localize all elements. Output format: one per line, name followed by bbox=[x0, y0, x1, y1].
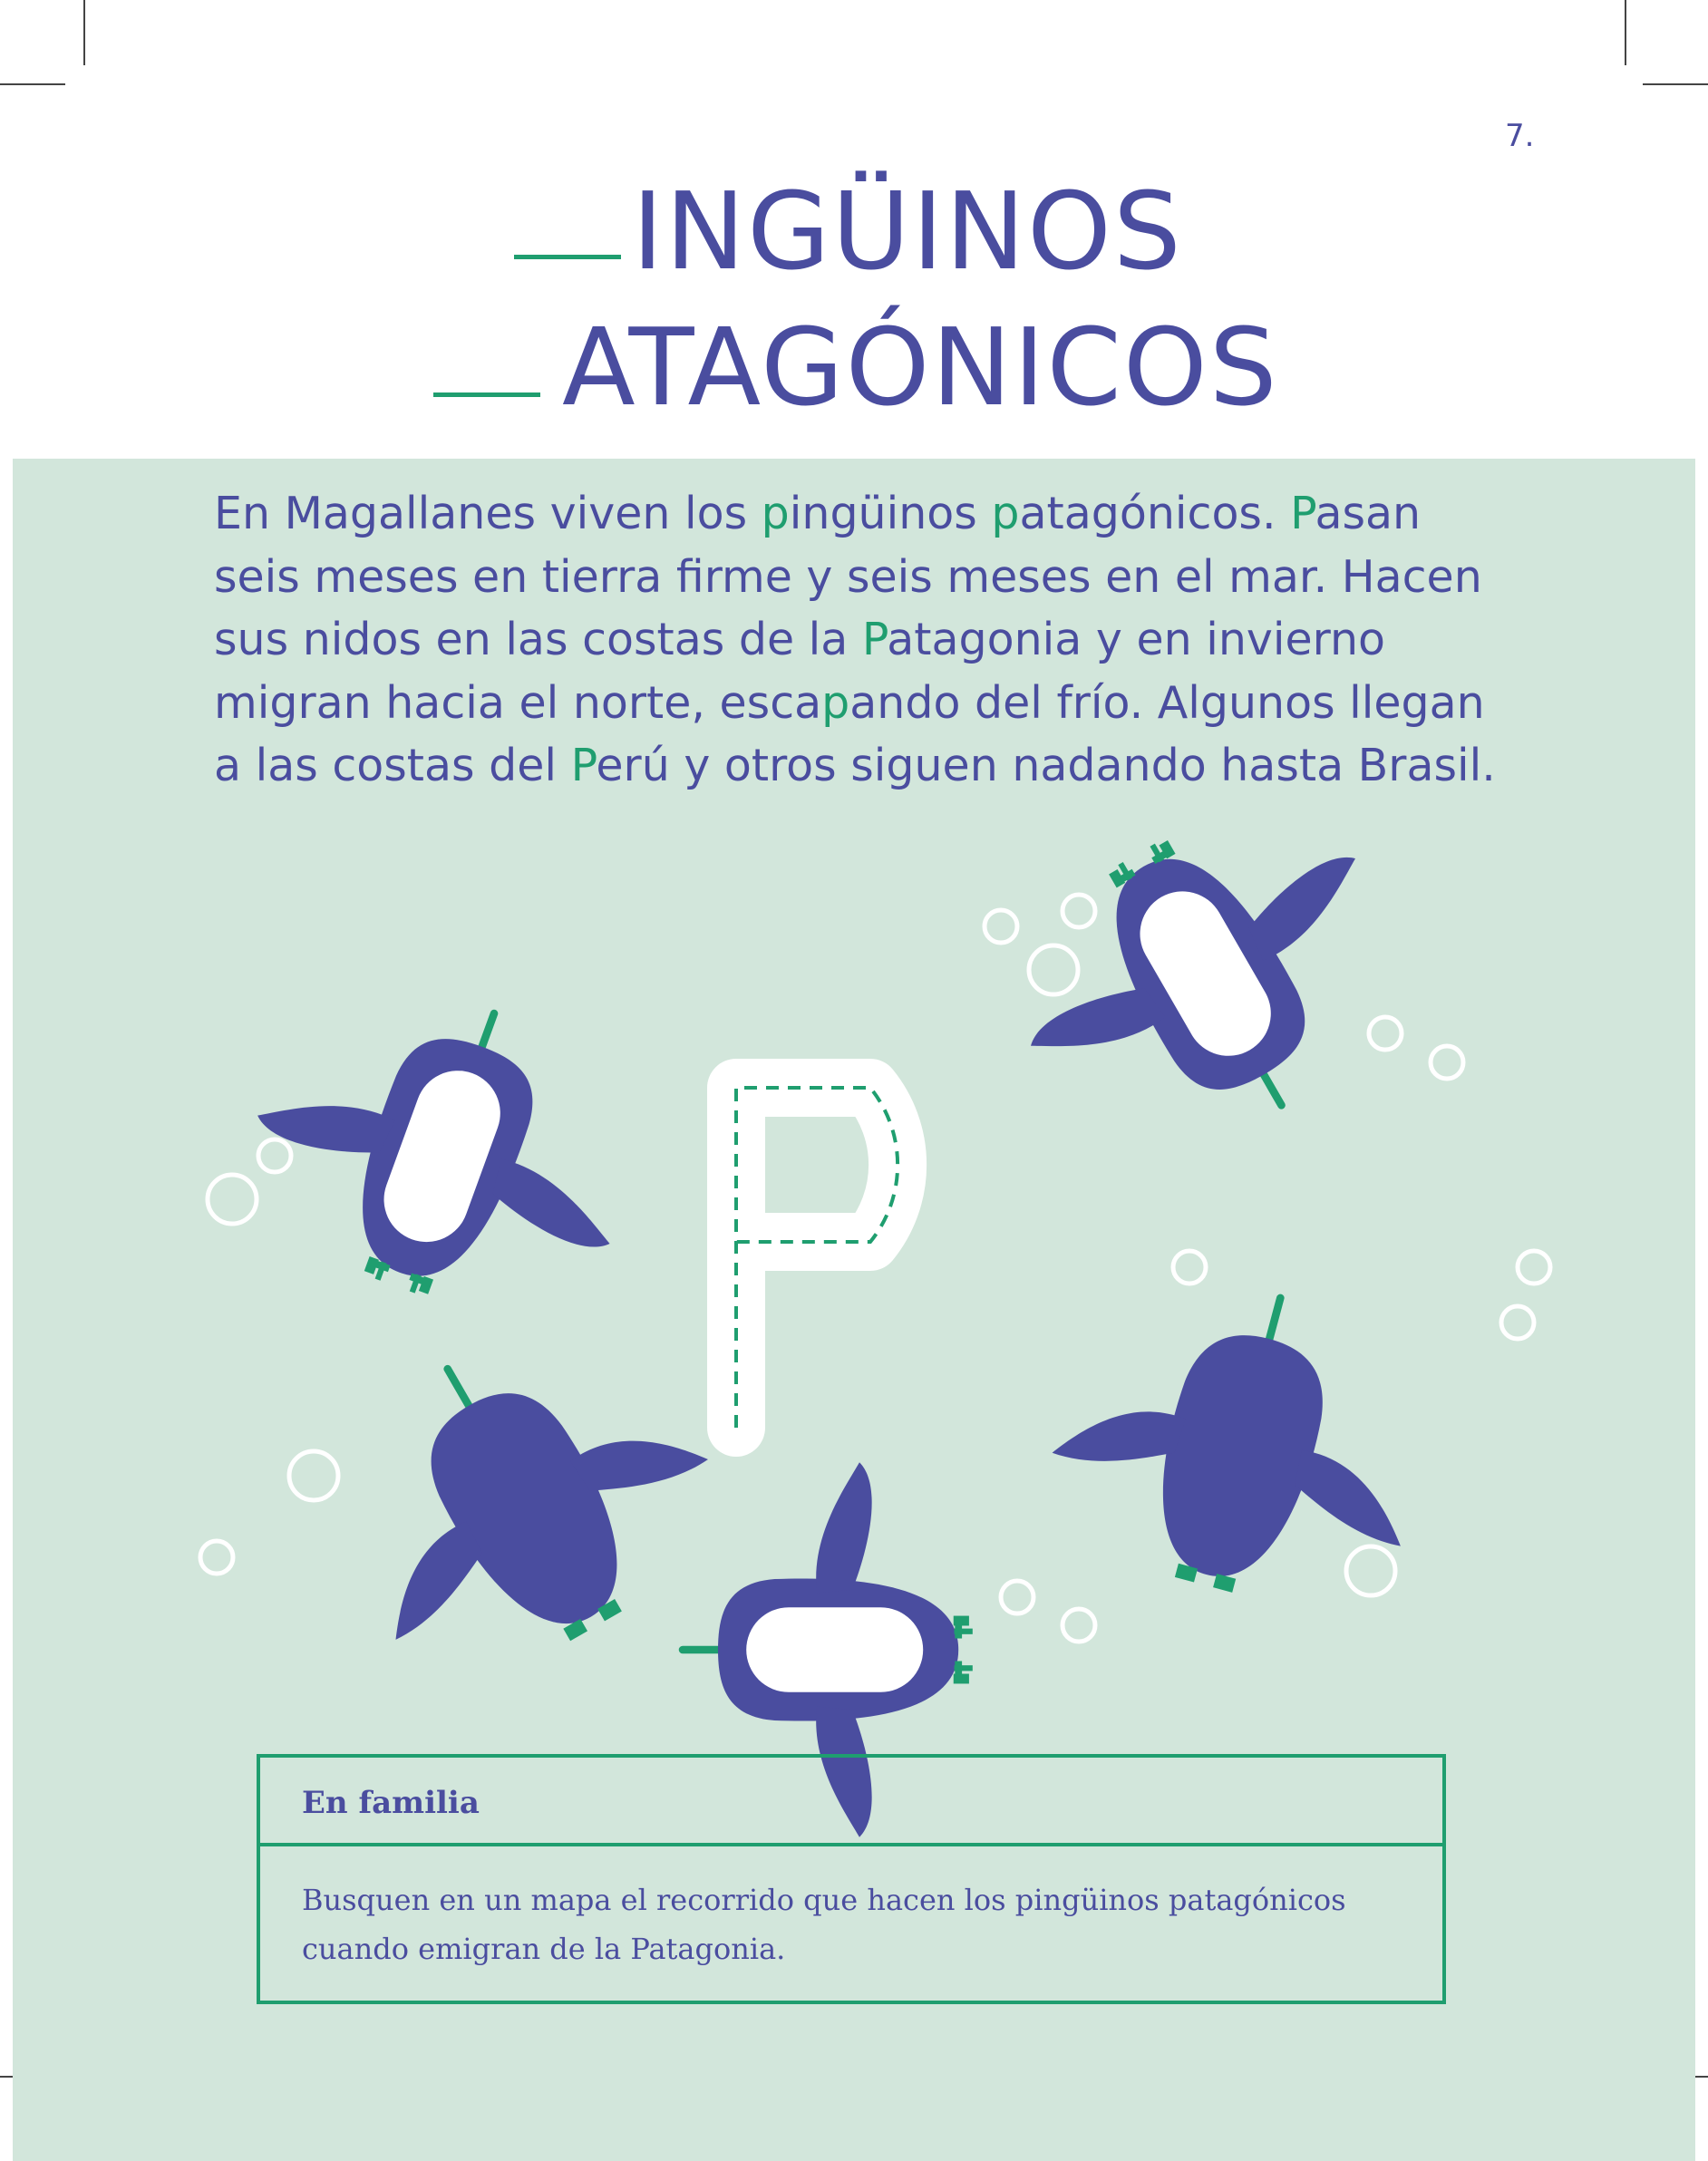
highlighted-letter: p bbox=[761, 488, 790, 539]
family-box-header bbox=[260, 1758, 1442, 1846]
title-line-2: ATAGÓNICOS bbox=[562, 305, 1279, 430]
page-number: 7. bbox=[1505, 118, 1535, 154]
intro-text-segment: asan seis meses en tierra firme y seis meses en el mar. Hacen sus nidos en las costas de la bbox=[214, 488, 1482, 665]
family-activity-box bbox=[257, 1754, 1446, 2004]
highlighted-letter: p bbox=[991, 488, 1020, 539]
penguin bbox=[218, 949, 670, 1350]
highlighted-letter: P bbox=[1290, 488, 1315, 539]
intro-text-segment: erú y otros siguen nadando hasta Brasil. bbox=[596, 740, 1496, 791]
highlighted-letter: p bbox=[821, 676, 850, 729]
intro-text-segment: atagónicos. bbox=[1019, 488, 1291, 539]
penguin bbox=[975, 761, 1444, 1199]
family-box-text: Busquen en un mapa el recorrido que hacen los pingüinos patagónicos cuando emigran de la Patagonia. bbox=[302, 1883, 1346, 1966]
tracing-letter-p bbox=[736, 1088, 898, 1428]
highlighted-letter: P bbox=[570, 740, 597, 791]
family-box-title: En familia bbox=[302, 1785, 480, 1821]
intro-text-segment: ando del frío. Algunos llegan a las costas del bbox=[214, 676, 1485, 791]
intro-text-segment: ingüinos bbox=[789, 488, 992, 539]
title-line-1: INGÜINOS bbox=[632, 169, 1183, 294]
highlighted-letter: P bbox=[861, 614, 888, 665]
penguin bbox=[1029, 1251, 1454, 1631]
intro-text-segment: atagonia y en invierno migran hacia el norte, esca bbox=[214, 614, 1385, 729]
intro-text-segment: En Magallanes viven los bbox=[214, 488, 762, 539]
